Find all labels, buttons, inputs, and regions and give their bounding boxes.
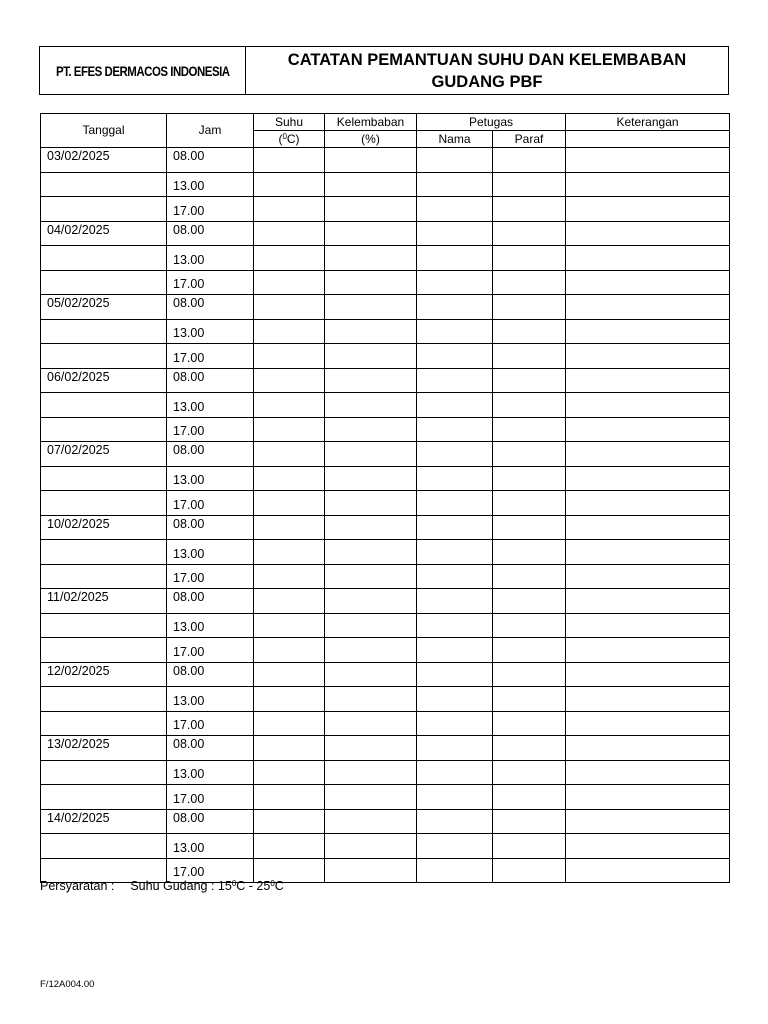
date-cell <box>41 344 167 369</box>
paraf-cell[interactable] <box>493 540 566 565</box>
suhu-cell[interactable] <box>254 442 325 467</box>
time-cell: 13.00 <box>167 172 254 197</box>
date-cell <box>41 638 167 663</box>
kelembaban-cell[interactable] <box>325 221 417 246</box>
date-cell <box>41 711 167 736</box>
paraf-cell[interactable] <box>493 515 566 540</box>
nama-cell[interactable] <box>417 466 493 491</box>
time-cell: 13.00 <box>167 466 254 491</box>
date-cell <box>41 491 167 516</box>
table-row <box>41 491 730 516</box>
paraf-cell[interactable] <box>493 270 566 295</box>
nama-cell[interactable] <box>417 344 493 369</box>
keterangan-cell[interactable] <box>566 760 730 785</box>
nama-cell[interactable] <box>417 834 493 859</box>
table-row <box>41 785 730 810</box>
paraf-cell[interactable] <box>493 736 566 761</box>
paraf-cell[interactable] <box>493 638 566 663</box>
nama-cell[interactable] <box>417 589 493 614</box>
table-body <box>41 148 730 883</box>
time-cell: 17.00 <box>167 638 254 663</box>
kelembaban-cell[interactable] <box>325 197 417 222</box>
kelembaban-cell[interactable] <box>325 711 417 736</box>
keterangan-cell[interactable] <box>566 295 730 320</box>
keterangan-cell[interactable] <box>566 785 730 810</box>
paraf-cell[interactable] <box>493 589 566 614</box>
keterangan-cell[interactable] <box>566 246 730 271</box>
time-cell: 17.00 <box>167 344 254 369</box>
nama-cell[interactable] <box>417 393 493 418</box>
keterangan-cell[interactable] <box>566 344 730 369</box>
time-cell: 17.00 <box>167 711 254 736</box>
time-cell: 13.00 <box>167 393 254 418</box>
time-cell: 13.00 <box>167 246 254 271</box>
nama-cell[interactable] <box>417 246 493 271</box>
date-cell <box>41 687 167 712</box>
time-cell: 08.00 <box>167 221 254 246</box>
keterangan-cell[interactable] <box>566 319 730 344</box>
table-row <box>41 246 730 271</box>
suhu-cell[interactable] <box>254 197 325 222</box>
date-cell <box>41 785 167 810</box>
kelembaban-cell[interactable] <box>325 515 417 540</box>
column-header-suhu: Suhu <box>254 114 325 131</box>
column-header-keterangan: Keterangan <box>566 114 730 131</box>
suhu-cell[interactable] <box>254 344 325 369</box>
header-row-1 <box>41 114 730 131</box>
nama-cell[interactable] <box>417 564 493 589</box>
kelembaban-cell[interactable] <box>325 540 417 565</box>
suhu-cell[interactable] <box>254 711 325 736</box>
date-cell <box>41 564 167 589</box>
suhu-cell[interactable] <box>254 246 325 271</box>
column-header-paraf: Paraf <box>493 131 566 148</box>
date-cell: 11/02/2025 <box>41 589 167 614</box>
keterangan-cell[interactable] <box>566 515 730 540</box>
nama-cell[interactable] <box>417 785 493 810</box>
keterangan-cell[interactable] <box>566 638 730 663</box>
kelembaban-cell[interactable] <box>325 687 417 712</box>
paraf-cell[interactable] <box>493 295 566 320</box>
suhu-cell[interactable] <box>254 589 325 614</box>
paraf-cell[interactable] <box>493 785 566 810</box>
time-cell: 08.00 <box>167 809 254 834</box>
kelembaban-cell[interactable] <box>325 368 417 393</box>
kelembaban-cell[interactable] <box>325 564 417 589</box>
table-row <box>41 270 730 295</box>
table-row <box>41 344 730 369</box>
nama-cell[interactable] <box>417 662 493 687</box>
paraf-cell[interactable] <box>493 417 566 442</box>
requirement-note <box>40 879 284 893</box>
time-cell: 13.00 <box>167 760 254 785</box>
nama-cell[interactable] <box>417 540 493 565</box>
time-cell: 17.00 <box>167 491 254 516</box>
kelembaban-cell[interactable] <box>325 344 417 369</box>
table-row <box>41 148 730 173</box>
suhu-cell[interactable] <box>254 148 325 173</box>
table-row <box>41 319 730 344</box>
keterangan-sub <box>566 131 730 148</box>
date-cell: 07/02/2025 <box>41 442 167 467</box>
table-row <box>41 711 730 736</box>
kelembaban-cell[interactable] <box>325 319 417 344</box>
date-cell: 10/02/2025 <box>41 515 167 540</box>
requirement-text: Suhu Gudang : $15^0C - 25^0C$ <box>130 879 284 893</box>
nama-cell[interactable] <box>417 197 493 222</box>
kelembaban-cell[interactable] <box>325 148 417 173</box>
paraf-cell[interactable] <box>493 564 566 589</box>
table-row <box>41 295 730 320</box>
date-cell <box>41 246 167 271</box>
suhu-cell[interactable] <box>254 540 325 565</box>
company-logo <box>40 47 246 94</box>
table-row <box>41 687 730 712</box>
column-header-petugas: Petugas <box>417 114 566 131</box>
paraf-cell[interactable] <box>493 662 566 687</box>
time-cell: 08.00 <box>167 148 254 173</box>
column-header-jam: Jam <box>167 114 254 148</box>
paraf-cell[interactable] <box>493 344 566 369</box>
time-cell: 08.00 <box>167 295 254 320</box>
nama-cell[interactable] <box>417 491 493 516</box>
time-cell: 13.00 <box>167 613 254 638</box>
keterangan-cell[interactable] <box>566 809 730 834</box>
nama-cell[interactable] <box>417 515 493 540</box>
table-row <box>41 393 730 418</box>
table-row <box>41 466 730 491</box>
suhu-cell[interactable] <box>254 466 325 491</box>
table-row <box>41 368 730 393</box>
nama-cell[interactable] <box>417 148 493 173</box>
kelembaban-cell[interactable] <box>325 809 417 834</box>
suhu-cell[interactable] <box>254 417 325 442</box>
suhu-cell[interactable] <box>254 809 325 834</box>
kelembaban-cell[interactable] <box>325 417 417 442</box>
paraf-cell[interactable] <box>493 246 566 271</box>
paraf-cell[interactable] <box>493 613 566 638</box>
paraf-cell[interactable] <box>493 442 566 467</box>
time-cell: 13.00 <box>167 540 254 565</box>
kelembaban-cell[interactable] <box>325 246 417 271</box>
nama-cell[interactable] <box>417 736 493 761</box>
paraf-cell[interactable] <box>493 760 566 785</box>
table-row <box>41 417 730 442</box>
table-row <box>41 834 730 859</box>
paraf-cell[interactable] <box>493 711 566 736</box>
suhu-cell[interactable] <box>254 172 325 197</box>
column-header-kelembaban: Kelembaban <box>325 114 417 131</box>
time-cell: 08.00 <box>167 589 254 614</box>
keterangan-cell[interactable] <box>566 687 730 712</box>
table-row <box>41 221 730 246</box>
nama-cell[interactable] <box>417 760 493 785</box>
paraf-cell[interactable] <box>493 197 566 222</box>
suhu-cell[interactable] <box>254 785 325 810</box>
date-cell: 13/02/2025 <box>41 736 167 761</box>
nama-cell[interactable] <box>417 858 493 883</box>
paraf-cell[interactable] <box>493 172 566 197</box>
suhu-cell[interactable] <box>254 613 325 638</box>
nama-cell[interactable] <box>417 638 493 663</box>
company-name: PT. EFES DERMACOS INDONESIA <box>56 62 230 79</box>
keterangan-cell[interactable] <box>566 417 730 442</box>
kelembaban-cell[interactable] <box>325 760 417 785</box>
keterangan-cell[interactable] <box>566 221 730 246</box>
date-cell <box>41 393 167 418</box>
keterangan-cell[interactable] <box>566 466 730 491</box>
form-code: F/12A004.00 <box>40 979 95 990</box>
nama-cell[interactable] <box>417 442 493 467</box>
time-cell: 08.00 <box>167 368 254 393</box>
keterangan-cell[interactable] <box>566 589 730 614</box>
nama-cell[interactable] <box>417 417 493 442</box>
kelembaban-cell[interactable] <box>325 834 417 859</box>
date-cell <box>41 540 167 565</box>
time-cell: 13.00 <box>167 687 254 712</box>
document-header <box>39 46 729 95</box>
paraf-cell[interactable] <box>493 687 566 712</box>
keterangan-cell[interactable] <box>566 270 730 295</box>
table-row <box>41 540 730 565</box>
suhu-cell[interactable] <box>254 319 325 344</box>
suhu-cell[interactable] <box>254 687 325 712</box>
suhu-cell[interactable] <box>254 662 325 687</box>
kelembaban-unit: (%) <box>325 131 417 148</box>
table-row <box>41 736 730 761</box>
time-cell: 08.00 <box>167 515 254 540</box>
date-cell: 05/02/2025 <box>41 295 167 320</box>
kelembaban-cell[interactable] <box>325 638 417 663</box>
title-line-1: CATATAN PEMANTUAN SUHU DAN KELEMBABAN <box>287 50 687 69</box>
suhu-cell[interactable] <box>254 368 325 393</box>
kelembaban-cell[interactable] <box>325 613 417 638</box>
date-cell <box>41 834 167 859</box>
requirement-label: Persyaratan : <box>40 879 115 893</box>
time-cell: 08.00 <box>167 736 254 761</box>
paraf-cell[interactable] <box>493 809 566 834</box>
date-cell: 06/02/2025 <box>41 368 167 393</box>
suhu-cell[interactable] <box>254 564 325 589</box>
kelembaban-cell[interactable] <box>325 442 417 467</box>
date-cell <box>41 319 167 344</box>
nama-cell[interactable] <box>417 221 493 246</box>
table-row <box>41 760 730 785</box>
keterangan-cell[interactable] <box>566 491 730 516</box>
nama-cell[interactable] <box>417 711 493 736</box>
date-cell: 12/02/2025 <box>41 662 167 687</box>
nama-cell[interactable] <box>417 809 493 834</box>
date-cell <box>41 172 167 197</box>
table-row <box>41 589 730 614</box>
date-cell <box>41 417 167 442</box>
kelembaban-cell[interactable] <box>325 662 417 687</box>
date-cell <box>41 760 167 785</box>
time-cell: 13.00 <box>167 834 254 859</box>
table-row <box>41 809 730 834</box>
suhu-cell[interactable] <box>254 736 325 761</box>
time-cell: 17.00 <box>167 564 254 589</box>
document-title <box>246 47 728 94</box>
nama-cell[interactable] <box>417 687 493 712</box>
table-row <box>41 662 730 687</box>
suhu-cell[interactable] <box>254 221 325 246</box>
nama-cell[interactable] <box>417 270 493 295</box>
suhu-cell[interactable] <box>254 393 325 418</box>
nama-cell[interactable] <box>417 368 493 393</box>
column-header-nama: Nama <box>417 131 493 148</box>
date-cell <box>41 466 167 491</box>
kelembaban-cell[interactable] <box>325 858 417 883</box>
table-row <box>41 442 730 467</box>
kelembaban-cell[interactable] <box>325 270 417 295</box>
kelembaban-cell[interactable] <box>325 589 417 614</box>
kelembaban-cell[interactable] <box>325 466 417 491</box>
keterangan-cell[interactable] <box>566 564 730 589</box>
kelembaban-cell[interactable] <box>325 785 417 810</box>
time-cell: 17.00 <box>167 197 254 222</box>
keterangan-cell[interactable] <box>566 442 730 467</box>
paraf-cell[interactable] <box>493 466 566 491</box>
keterangan-cell[interactable] <box>566 148 730 173</box>
paraf-cell[interactable] <box>493 221 566 246</box>
keterangan-cell[interactable] <box>566 662 730 687</box>
kelembaban-cell[interactable] <box>325 491 417 516</box>
date-cell: 14/02/2025 <box>41 809 167 834</box>
keterangan-cell[interactable] <box>566 711 730 736</box>
keterangan-cell[interactable] <box>566 172 730 197</box>
monitoring-table <box>40 113 730 883</box>
date-cell: 04/02/2025 <box>41 221 167 246</box>
nama-cell[interactable] <box>417 613 493 638</box>
paraf-cell[interactable] <box>493 368 566 393</box>
table-row <box>41 613 730 638</box>
time-cell: 17.00 <box>167 858 254 883</box>
date-cell <box>41 270 167 295</box>
nama-cell[interactable] <box>417 172 493 197</box>
kelembaban-cell[interactable] <box>325 393 417 418</box>
suhu-cell[interactable] <box>254 270 325 295</box>
suhu-cell[interactable] <box>254 760 325 785</box>
keterangan-cell[interactable] <box>566 368 730 393</box>
table-row <box>41 638 730 663</box>
time-cell: 08.00 <box>167 662 254 687</box>
time-cell: 17.00 <box>167 270 254 295</box>
keterangan-cell[interactable] <box>566 393 730 418</box>
suhu-cell[interactable] <box>254 515 325 540</box>
time-cell: 08.00 <box>167 442 254 467</box>
nama-cell[interactable] <box>417 319 493 344</box>
time-cell: 17.00 <box>167 417 254 442</box>
nama-cell[interactable] <box>417 295 493 320</box>
paraf-cell[interactable] <box>493 491 566 516</box>
column-header-tanggal: Tanggal <box>41 114 167 148</box>
date-cell <box>41 197 167 222</box>
keterangan-cell[interactable] <box>566 858 730 883</box>
keterangan-cell[interactable] <box>566 834 730 859</box>
kelembaban-cell[interactable] <box>325 172 417 197</box>
keterangan-cell[interactable] <box>566 540 730 565</box>
table-row <box>41 515 730 540</box>
paraf-cell[interactable] <box>493 858 566 883</box>
suhu-cell[interactable] <box>254 295 325 320</box>
paraf-cell[interactable] <box>493 148 566 173</box>
table-row <box>41 172 730 197</box>
kelembaban-cell[interactable] <box>325 295 417 320</box>
paraf-cell[interactable] <box>493 319 566 344</box>
keterangan-cell[interactable] <box>566 736 730 761</box>
suhu-cell[interactable] <box>254 491 325 516</box>
title-line-2: GUDANG PBF <box>431 72 543 91</box>
kelembaban-cell[interactable] <box>325 736 417 761</box>
keterangan-cell[interactable] <box>566 613 730 638</box>
time-cell: 13.00 <box>167 319 254 344</box>
suhu-cell[interactable] <box>254 834 325 859</box>
date-cell <box>41 613 167 638</box>
paraf-cell[interactable] <box>493 393 566 418</box>
suhu-cell[interactable] <box>254 638 325 663</box>
table-row <box>41 197 730 222</box>
suhu-unit: ($^0$C) <box>254 131 325 148</box>
keterangan-cell[interactable] <box>566 197 730 222</box>
table-row <box>41 564 730 589</box>
paraf-cell[interactable] <box>493 834 566 859</box>
time-cell: 17.00 <box>167 785 254 810</box>
date-cell: 03/02/2025 <box>41 148 167 173</box>
